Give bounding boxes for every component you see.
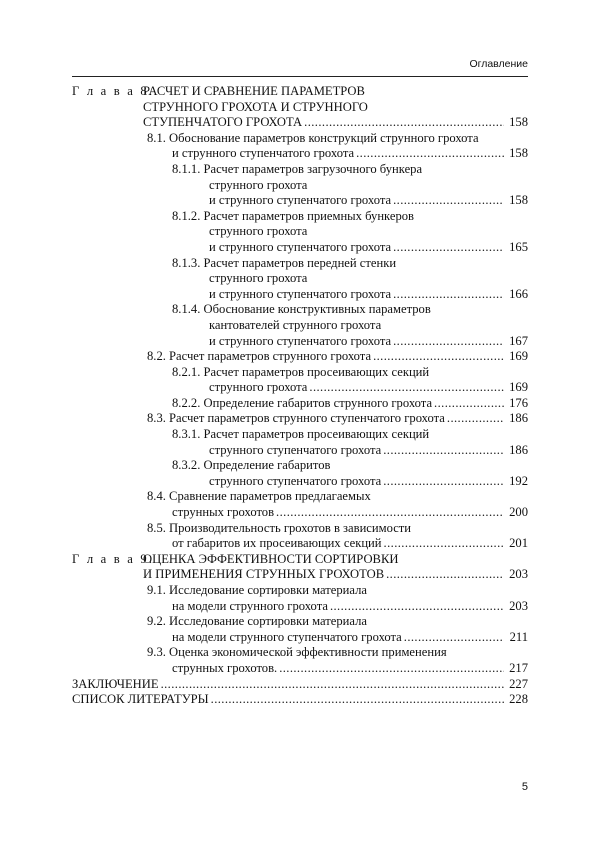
entry-text: 8.2. Расчет параметров струнного грохота: [147, 349, 372, 364]
toc-entry-8-2-2[interactable]: [72, 396, 528, 412]
chapter-9-title-line: И ПРИМЕНЕНИЯ СТРУННЫХ ГРОХОТОВ: [143, 567, 385, 582]
entry-text: струнного ступенчатого грохота: [209, 473, 382, 488]
page-ref: 211: [509, 629, 528, 644]
entry-text: 9.2. Исследование сортировки материала: [147, 614, 367, 629]
toc-entry-8-3-2[interactable]: [72, 458, 528, 489]
entry-text: 8.5. Производительность грохотов в зависимости: [147, 520, 412, 535]
leader-dots: [276, 505, 504, 521]
leader-dots: [384, 536, 504, 552]
leader-dots: [434, 396, 504, 412]
page-ref: 169: [509, 349, 528, 364]
page-ref: 167: [509, 333, 528, 348]
entry-text: 8.2.1. Расчет параметров просеивающих секций: [172, 364, 430, 379]
entry-text: струнного грохота: [209, 177, 308, 192]
page-ref: 203: [509, 598, 528, 613]
chapter-9-title-line: ОЦЕНКА ЭФФЕКТИВНОСТИ СОРТИРОВКИ: [143, 551, 399, 566]
leader-dots: [393, 334, 504, 350]
page-ref: 186: [509, 411, 528, 426]
entry-text: 8.3.1. Расчет параметров просеивающих секций: [172, 427, 430, 442]
table-of-contents: [72, 84, 528, 708]
chapter-8-title-line: РАСЧЕТ И СРАВНЕНИЕ ПАРАМЕТРОВ: [143, 84, 365, 98]
leader-dots: [383, 474, 504, 490]
toc-entry-8-4[interactable]: [72, 489, 528, 520]
toc-entry-9-3[interactable]: [72, 645, 528, 676]
leader-dots: [393, 287, 504, 303]
leader-dots: [161, 677, 504, 693]
page-ref: 192: [509, 473, 528, 488]
leader-dots: [211, 692, 504, 708]
page-ref: 158: [509, 146, 528, 161]
toc-entry-8-5[interactable]: [72, 521, 528, 552]
page-ref: 166: [509, 286, 528, 301]
entry-text: струнного ступенчатого грохота: [209, 442, 382, 457]
toc-entry-8-1-1[interactable]: [72, 162, 528, 209]
entry-text: струнных грохотов.: [172, 660, 278, 675]
toc-entry-references[interactable]: [72, 692, 528, 708]
page-number: 5: [521, 781, 528, 793]
leader-dots: [373, 349, 504, 365]
toc-entry-8-2[interactable]: [72, 349, 528, 365]
leader-dots: [393, 193, 504, 209]
chapter-8-heading[interactable]: [72, 84, 528, 131]
header-rule: [72, 76, 528, 77]
entry-text: и струнного ступенчатого грохота: [209, 239, 392, 254]
entry-text: и струнного ступенчатого грохота: [209, 333, 392, 348]
toc-entry-9-1[interactable]: [72, 583, 528, 614]
entry-text: от габаритов их просеивающих секций: [172, 536, 382, 551]
leader-dots: [393, 240, 504, 256]
entry-text: СПИСОК ЛИТЕРАТУРЫ: [72, 692, 209, 707]
leader-dots: [356, 146, 504, 162]
leader-dots: [447, 411, 504, 427]
running-head: Оглавление: [469, 58, 528, 70]
page-ref: 186: [509, 442, 528, 457]
page-ref: 158: [509, 115, 528, 130]
entry-text: струнного грохота: [209, 380, 308, 395]
leader-dots: [279, 661, 504, 677]
entry-text: 8.3. Расчет параметров струнного ступенчатого грохота: [147, 411, 445, 426]
toc-entry-8-2-1[interactable]: [72, 365, 528, 396]
toc-entry-8-1-2[interactable]: [72, 209, 528, 256]
entry-text: ЗАКЛЮЧЕНИЕ: [72, 676, 159, 691]
chapter-8-label: Г л а в а 8.: [72, 84, 155, 98]
page-ref: 165: [509, 239, 528, 254]
toc-entry-conclusion[interactable]: [72, 677, 528, 693]
entry-text: 8.2.2. Определение габаритов струнного грохота: [172, 395, 433, 410]
page-ref: 228: [509, 692, 528, 707]
entry-text: на модели струнного грохота: [172, 598, 328, 613]
entry-text: 8.1.2. Расчет параметров приемных бункеров: [172, 208, 414, 223]
chapter-9-label: Г л а в а 9.: [72, 551, 155, 566]
entry-text: кантователей струнного грохота: [209, 317, 382, 332]
entry-text: и струнного ступенчатого грохота: [209, 193, 392, 208]
entry-text: и струнного ступенчатого грохота: [209, 286, 392, 301]
entry-text: на модели струнного ступенчатого грохота: [172, 629, 402, 644]
entry-text: струнных грохотов: [172, 505, 275, 520]
entry-text: струнного грохота: [209, 271, 308, 286]
entry-text: 9.1. Исследование сортировки материала: [147, 583, 367, 597]
page-ref: 203: [509, 567, 528, 582]
leader-dots: [386, 567, 504, 583]
toc-entry-8-3[interactable]: [72, 411, 528, 427]
leader-dots: [404, 630, 504, 646]
entry-text: 8.4. Сравнение параметров предлагаемых: [147, 489, 371, 504]
toc-entry-8-1-3[interactable]: [72, 256, 528, 303]
entry-text: 8.3.2. Определение габаритов: [172, 458, 331, 473]
leader-dots: [383, 443, 504, 459]
toc-entry-9-2[interactable]: [72, 614, 528, 645]
entry-text: 8.1.1. Расчет параметров загрузочного бункера: [172, 161, 423, 176]
leader-dots: [304, 115, 504, 131]
entry-text: и струнного ступенчатого грохота: [172, 146, 355, 161]
toc-entry-8-1-4[interactable]: [72, 302, 528, 349]
page-ref: 176: [509, 395, 528, 410]
entry-text: струнного грохота: [209, 224, 308, 239]
page-ref: 158: [509, 193, 528, 208]
toc-entry-8-1[interactable]: [72, 131, 528, 162]
entry-text: 8.1.4. Обоснование конструктивных параметров: [172, 302, 431, 317]
chapter-8-title-line: СТУПЕНЧАТОГО ГРОХОТА: [143, 115, 303, 130]
leader-dots: [330, 599, 504, 615]
page-ref: 169: [509, 380, 528, 395]
chapter-9-heading[interactable]: [72, 552, 528, 583]
page-ref: 200: [509, 505, 528, 520]
page-ref: 217: [509, 660, 528, 675]
entry-text: 8.1.3. Расчет параметров передней стенки: [172, 255, 397, 270]
toc-entry-8-3-1[interactable]: [72, 427, 528, 458]
leader-dots: [309, 380, 504, 396]
entry-text: 8.1. Обоснование параметров конструкций струнного грохота: [147, 130, 479, 145]
chapter-8-title-line: СТРУННОГО ГРОХОТА И СТРУННОГО: [143, 99, 368, 114]
page-ref: 227: [509, 676, 528, 691]
page-ref: 201: [509, 536, 528, 551]
entry-text: 9.3. Оценка экономической эффективности применения: [147, 645, 447, 660]
